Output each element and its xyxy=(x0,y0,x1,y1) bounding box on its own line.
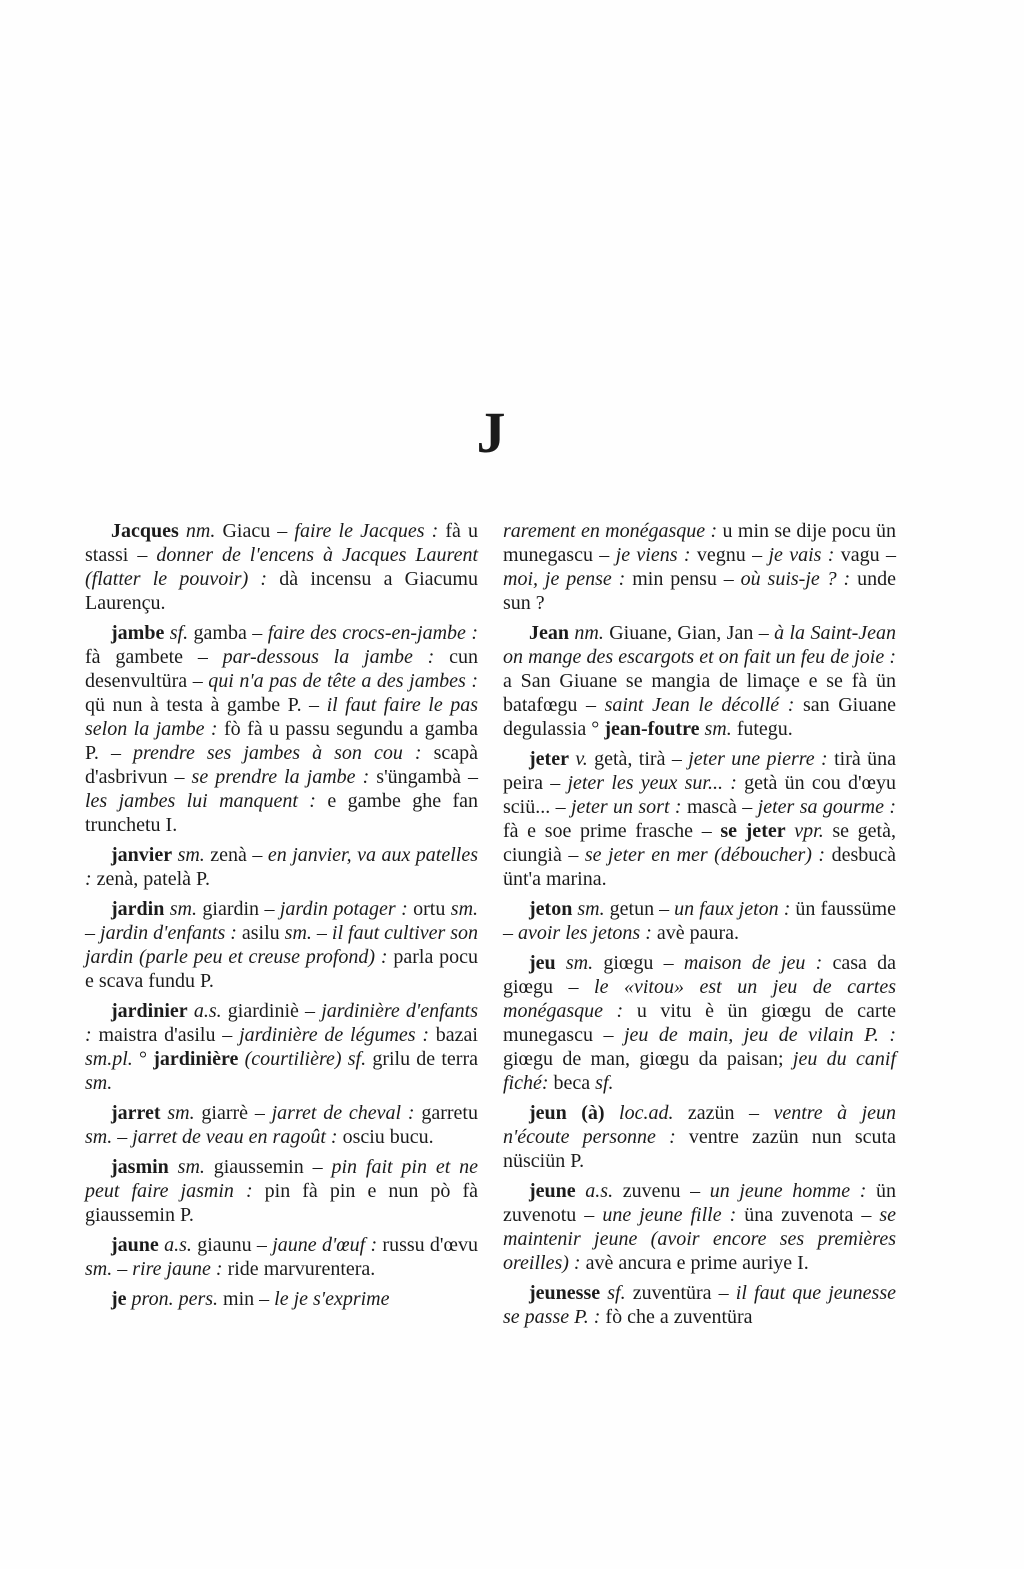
text-run: fà gambete – xyxy=(85,646,223,668)
text-run: vegnu – xyxy=(696,544,769,566)
text-run: avè paura. xyxy=(656,922,740,944)
text-run: faire le Jacques : xyxy=(294,520,446,542)
text-run: ortu xyxy=(413,898,451,920)
text-run: qü nun à testa à gambe P. – xyxy=(85,694,327,716)
text-run: moi, je pense : xyxy=(503,568,633,590)
text-run: je viens : xyxy=(615,544,697,566)
entry-jeune xyxy=(503,1179,896,1275)
text-run: sm. xyxy=(284,922,312,944)
text-run: il faut cultiver son jardin (parle peu et creuse profond) : xyxy=(85,922,479,968)
text-run: beca xyxy=(553,1072,596,1094)
text-block xyxy=(85,0,897,1329)
text-run: sm. xyxy=(85,1258,113,1280)
text-run: sf. xyxy=(595,1072,614,1094)
text-run: sm. xyxy=(160,1102,202,1124)
text-run: tirà üna peira – xyxy=(503,748,896,794)
text-run: une jeune fille : xyxy=(602,1204,745,1226)
text-run: zazün – xyxy=(687,1102,774,1124)
entry-jeter xyxy=(503,747,896,891)
text-run: jeter xyxy=(529,748,569,770)
text-run: il faut que jeunesse se passe P. : xyxy=(503,1282,896,1328)
text-run: je vais : xyxy=(768,544,841,566)
text-run: ventre zazün nun scuta nüsciün P. xyxy=(503,1126,896,1172)
entry-jarret xyxy=(85,1101,478,1149)
text-run: se maintenir jeune (avoir encore ses premières oreilles) : xyxy=(503,1204,896,1274)
text-run: jarret de cheval : xyxy=(271,1102,422,1124)
text-run: jarret de veau en ragoût : xyxy=(132,1126,343,1148)
text-run: giardin – xyxy=(202,898,280,920)
text-run: ventre à jeun n'écoute personne : xyxy=(503,1102,896,1148)
text-run: où suis-je ? : xyxy=(740,568,858,590)
entry-jeunesse xyxy=(503,1281,896,1329)
text-run: je xyxy=(111,1288,127,1310)
text-run: se getà, ciungià – xyxy=(503,820,896,866)
text-run: en janvier, va aux patelles : xyxy=(85,844,478,890)
text-run: par-dessous la jambe : xyxy=(222,646,450,668)
text-run: Giacu – xyxy=(222,520,295,542)
text-run: il faut faire le pas selon la jambe : xyxy=(85,694,479,740)
text-run: desbucà ünt'a marina. xyxy=(503,844,896,890)
text-run: a.s. xyxy=(187,1000,228,1022)
text-run: gamba – xyxy=(193,622,268,644)
text-run: bazai xyxy=(435,1024,478,1046)
text-run: fà u stassi – xyxy=(85,520,478,566)
text-run: jardin potager : xyxy=(279,898,414,920)
text-columns xyxy=(85,519,897,1329)
text-run: rarement en monégasque : xyxy=(503,520,723,542)
text-run: futegu. xyxy=(736,718,793,740)
text-run: s'üngambà – xyxy=(376,766,479,788)
text-run: à la Saint-Jean on mange des escargots et on fait un feu de joie : xyxy=(503,622,896,668)
text-run: giardiniè – xyxy=(227,1000,322,1022)
text-run: getà, tirà – xyxy=(594,748,689,770)
entry-jeton xyxy=(503,897,896,945)
text-run: – xyxy=(311,922,332,944)
text-run: zenà – xyxy=(210,844,268,866)
text-run: u vitu è ün giœgu de carte munegascu – xyxy=(503,1000,897,1046)
text-run: nm. xyxy=(569,622,610,644)
text-run: sm. xyxy=(699,718,737,740)
text-run: jeter une pierre : xyxy=(688,748,835,770)
text-run: giarrè – xyxy=(201,1102,272,1124)
text-run: casa da giœgu – xyxy=(503,952,897,998)
text-run: un faux jeton : xyxy=(674,898,796,920)
text-run: dà incensu a Giacumu Laurençu. xyxy=(85,568,478,614)
text-run: loc.ad. xyxy=(604,1102,688,1124)
text-run: jeun (à) xyxy=(529,1102,605,1124)
text-run: zenà, patelà P. xyxy=(96,868,210,890)
text-run: prendre ses jambes à son cou : xyxy=(133,742,434,764)
text-run: jardinière de légumes : xyxy=(239,1024,436,1046)
text-run: jaune xyxy=(111,1234,159,1256)
entry-jaune xyxy=(85,1233,478,1281)
text-run: asilu xyxy=(241,922,285,944)
text-run: rire jaune : xyxy=(132,1258,228,1280)
entry-jasmin xyxy=(85,1155,478,1227)
text-run: min pensu – xyxy=(632,568,741,590)
text-run: se jeter xyxy=(720,820,786,842)
text-run: sm. xyxy=(450,898,479,920)
text-run: sm. xyxy=(572,898,610,920)
text-run: jeter un sort : xyxy=(570,796,687,818)
entry-jardinier xyxy=(85,999,478,1095)
text-run: jasmin xyxy=(111,1156,169,1178)
column-right xyxy=(503,519,896,1329)
text-run: pin fait pin et ne peut faire jasmin : xyxy=(85,1156,478,1202)
text-run: ün faussüme – xyxy=(503,898,896,944)
text-run: min – xyxy=(223,1288,275,1310)
text-run: fà e soe prime frasche – xyxy=(503,820,721,842)
text-run: Jean xyxy=(529,622,569,644)
text-run: un jeune homme : xyxy=(709,1180,876,1202)
text-run: sm. xyxy=(164,898,203,920)
text-run: jaune d'œuf : xyxy=(272,1234,383,1256)
text-run: fò che a zuventüra xyxy=(605,1306,753,1328)
entry-jardin xyxy=(85,897,478,993)
text-run: maison de jeu : xyxy=(683,952,833,974)
text-run: giaunu – xyxy=(197,1234,273,1256)
text-run: zuventüra – xyxy=(632,1282,736,1304)
text-run: – xyxy=(112,1258,133,1280)
section-letter-heading: J xyxy=(476,400,506,465)
text-run: mascà – xyxy=(686,796,758,818)
text-run: sf. xyxy=(600,1282,633,1304)
text-run: ün zuvenotu – xyxy=(503,1180,896,1226)
text-run: nm. xyxy=(178,520,223,542)
text-run: jean-foutre xyxy=(604,718,700,740)
entry-jacques xyxy=(85,519,478,615)
text-run: – xyxy=(112,1126,133,1148)
text-run: qui n'a pas de tête a des jambes : xyxy=(208,670,478,692)
text-run: jardinier xyxy=(111,1000,188,1022)
text-run: donner de l'encens à Jacques Laurent (flatter le pouvoir) : xyxy=(85,544,479,590)
text-run: getà ün cou d'œyu sciü... – xyxy=(503,772,896,818)
text-run: a.s. xyxy=(158,1234,198,1256)
text-run: giœgu de man, giœgu da paisan; xyxy=(503,1048,793,1070)
text-run: jardinière d'enfants : xyxy=(85,1000,478,1046)
text-run: jambe xyxy=(111,622,165,644)
text-run: jeter sa gourme : xyxy=(757,796,897,818)
entry-jeu xyxy=(503,951,896,1095)
entry-jean xyxy=(503,621,896,741)
text-run: – xyxy=(85,922,101,944)
text-run: se jeter en mer (déboucher) : xyxy=(584,844,832,866)
text-run: les jambes lui manquent : xyxy=(85,790,328,812)
text-run: le «vitou» est un jeu de cartes monégasque : xyxy=(503,976,897,1022)
text-run: jardin d'enfants : xyxy=(100,922,242,944)
text-run: jeton xyxy=(529,898,573,920)
text-run: jeu de main, jeu de vilain P. : xyxy=(623,1024,896,1046)
text-run: janvier xyxy=(111,844,173,866)
text-run: avè ancura e prime auriye I. xyxy=(585,1252,809,1274)
text-run: pron. pers. xyxy=(126,1288,224,1310)
entry-je xyxy=(85,1287,478,1311)
text-run: ride marvurentera. xyxy=(227,1258,376,1280)
entry-janvier xyxy=(85,843,478,891)
text-run: jardinière xyxy=(153,1048,239,1070)
text-run: parla pocu e scava fundu P. xyxy=(85,946,478,992)
text-run: sm. xyxy=(85,1072,113,1094)
text-run: osciu bucu. xyxy=(342,1126,434,1148)
text-run: maistra d'asilu – xyxy=(98,1024,240,1046)
text-run: russu d'œvu xyxy=(382,1234,478,1256)
text-run: u min se dije pocu ün munegascu – xyxy=(503,520,896,566)
text-run: faire des crocs-en-jambe : xyxy=(267,622,478,644)
text-run: jeter les yeux sur... : xyxy=(567,772,745,794)
text-run: jeu xyxy=(529,952,556,974)
text-run: jeune xyxy=(529,1180,576,1202)
text-run: giœgu – xyxy=(603,952,684,974)
text-run: jardin xyxy=(111,898,165,920)
text-run: üna zuvenota – xyxy=(744,1204,880,1226)
text-run: v. xyxy=(568,748,595,770)
text-run: grilu de terra xyxy=(372,1048,478,1070)
text-run: sm. xyxy=(172,844,211,866)
text-run: vpr. xyxy=(785,820,833,842)
text-run: garretu xyxy=(421,1102,478,1124)
text-run: jeu du canif fiché: xyxy=(503,1048,896,1094)
text-run: avoir les jetons : xyxy=(518,922,657,944)
text-run: ° xyxy=(138,1048,154,1070)
text-run: cun desenvultüra – xyxy=(85,646,478,692)
text-run: scapà d'asbrivun – xyxy=(85,742,478,788)
text-run: jeunesse xyxy=(529,1282,601,1304)
text-run: a San Giuane se mangia de limaçe e se fà ün batafœgu – xyxy=(503,670,896,716)
text-run: san Giuane degulassia ° xyxy=(503,694,896,740)
text-run: e gambe ghe fan trunchetu I. xyxy=(85,790,479,836)
entry-jeun-a xyxy=(503,1101,896,1173)
text-run: sm. xyxy=(555,952,604,974)
column-left xyxy=(85,519,478,1329)
text-run: jarret xyxy=(111,1102,161,1124)
text-run: pin fà pin e nun pò fà giaussemin P. xyxy=(85,1180,478,1226)
entry-je-continuation xyxy=(503,519,896,615)
text-run: sf. xyxy=(164,622,194,644)
text-run: sm. xyxy=(168,1156,214,1178)
text-run: sm. xyxy=(85,1126,113,1148)
text-run: se prendre la jambe : xyxy=(191,766,377,788)
text-run: a.s. xyxy=(575,1180,623,1202)
text-run: getun – xyxy=(609,898,675,920)
text-run: saint Jean le décollé : xyxy=(604,694,803,716)
text-run: vagu – xyxy=(840,544,896,566)
text-run: sm.pl. xyxy=(85,1048,139,1070)
text-run: zuvenu – xyxy=(622,1180,710,1202)
text-run: Jacques xyxy=(111,520,179,542)
text-run: (courtilière) sf. xyxy=(244,1048,373,1070)
text-run: Giuane, Gian, Jan – xyxy=(609,622,775,644)
text-run: fò fà u passu segundu a gamba P. – xyxy=(85,718,479,764)
text-run: giaussemin – xyxy=(213,1156,332,1178)
entry-jambe xyxy=(85,621,478,837)
text-run: le je s'exprime xyxy=(274,1288,390,1310)
text-run: unde sun ? xyxy=(503,568,896,614)
